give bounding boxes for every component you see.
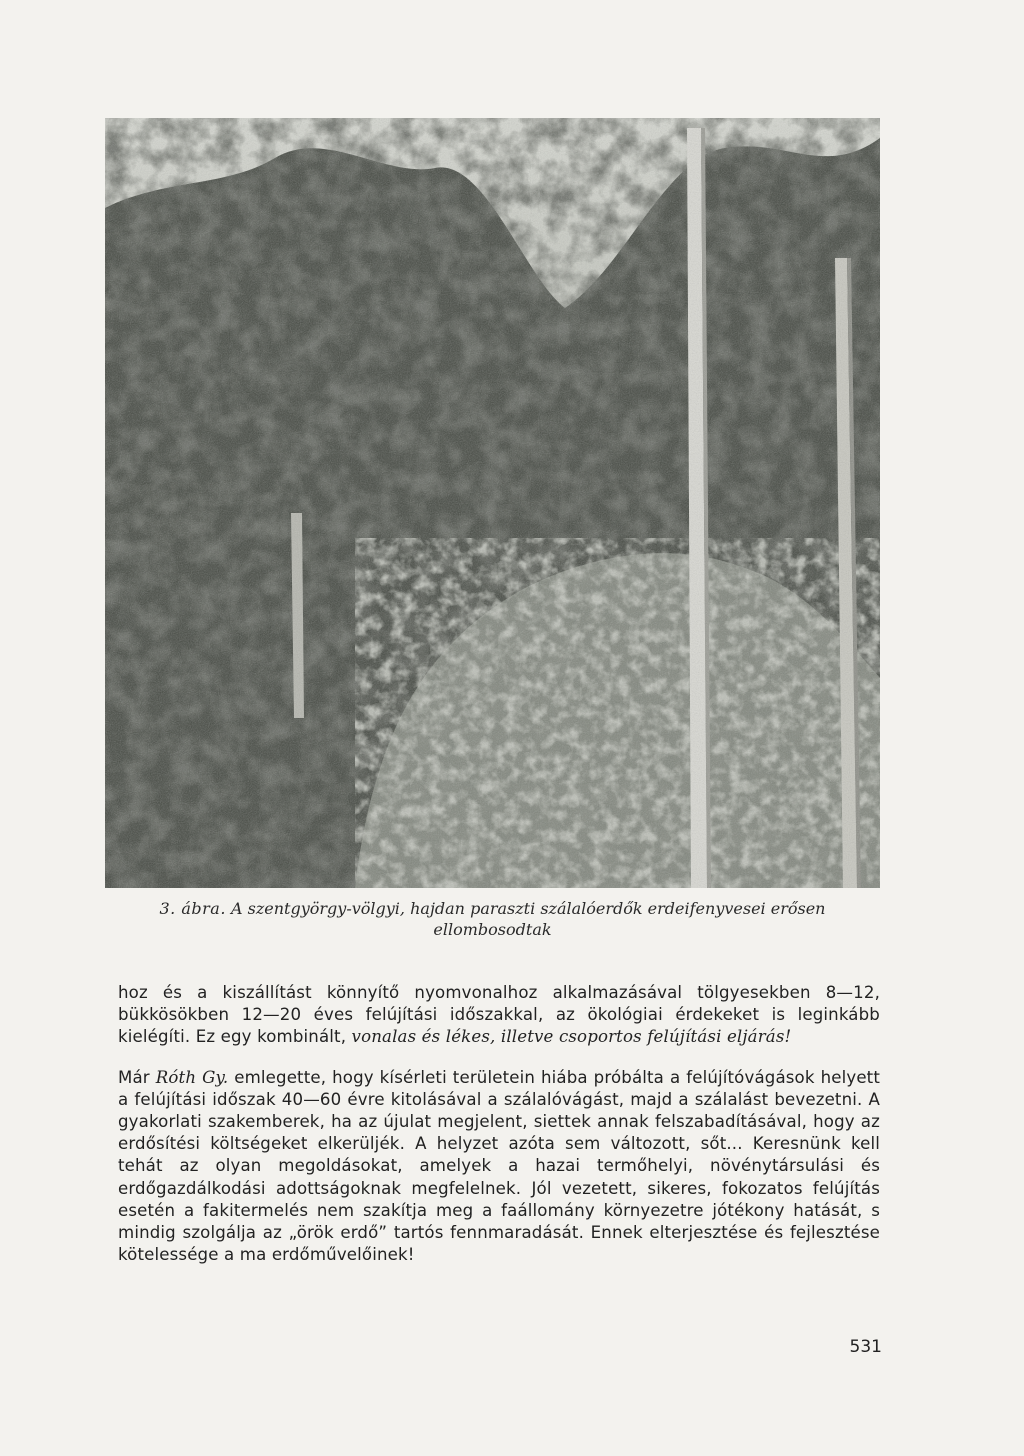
paragraph-1-text: hoz és a kiszállítást könnyítő nyomvonalhoz alkalmazásával tölgyesekben 8—12, bükkösökben 12—20 éves felújítási időszakkal, az ökológiai érdekeket is leginkább kielégíti. Ez egy kombinált, bbox=[118, 983, 880, 1047]
forest-photo-illustration bbox=[105, 118, 880, 888]
figure-number: 3. ábra. bbox=[159, 899, 226, 918]
body-text bbox=[118, 982, 880, 1266]
paragraph-1 bbox=[118, 982, 880, 1049]
paragraph-2 bbox=[118, 1067, 880, 1267]
paragraph-2-lead: Már bbox=[118, 1067, 156, 1087]
forest-photo bbox=[105, 118, 880, 888]
paragraph-1-italic: vonalas és lékes, illetve csoportos felújítási eljárás! bbox=[351, 1027, 792, 1047]
figure-caption bbox=[105, 898, 880, 940]
paragraph-2-author: Róth Gy. bbox=[155, 1067, 229, 1087]
paragraph-2-text: emlegette, hogy kísérleti területein hiába próbálta a felújítóvágások helyett a felújítási időszak 40—60 évre kitolásával a szálalóvágást, majd a szálalást bevezetni. A gyakorlati szakemberek, ha az újulat megjelent, siettek annak felszabadításával, hogy az erdősítési költségeket elkerüljék. A helyzet azóta sem változott, sőt... Keresnünk kell tehát az olyan megoldásokat, amelyek a hazai termőhelyi, növénytársulási és erdőgazdálkodási adottságoknak megfelelnek. Jól vezetett, sikeres, fokozatos felújítás esetén a fakitermelés nem szakítja meg a faállomány környezetre jótékony hatását, s mindig szolgálja az „örök erdő” tartós fennmaradását. Ennek elterjesztése és fejlesztése kötelessége a ma erdőművelőinek! bbox=[118, 1067, 880, 1265]
figure-caption-text: A szentgyörgy-völgyi, hajdan paraszti szálalóerdők erdeifenyvesei erősen ellombosodtak bbox=[231, 899, 826, 939]
page-number: 531 bbox=[849, 1337, 882, 1357]
